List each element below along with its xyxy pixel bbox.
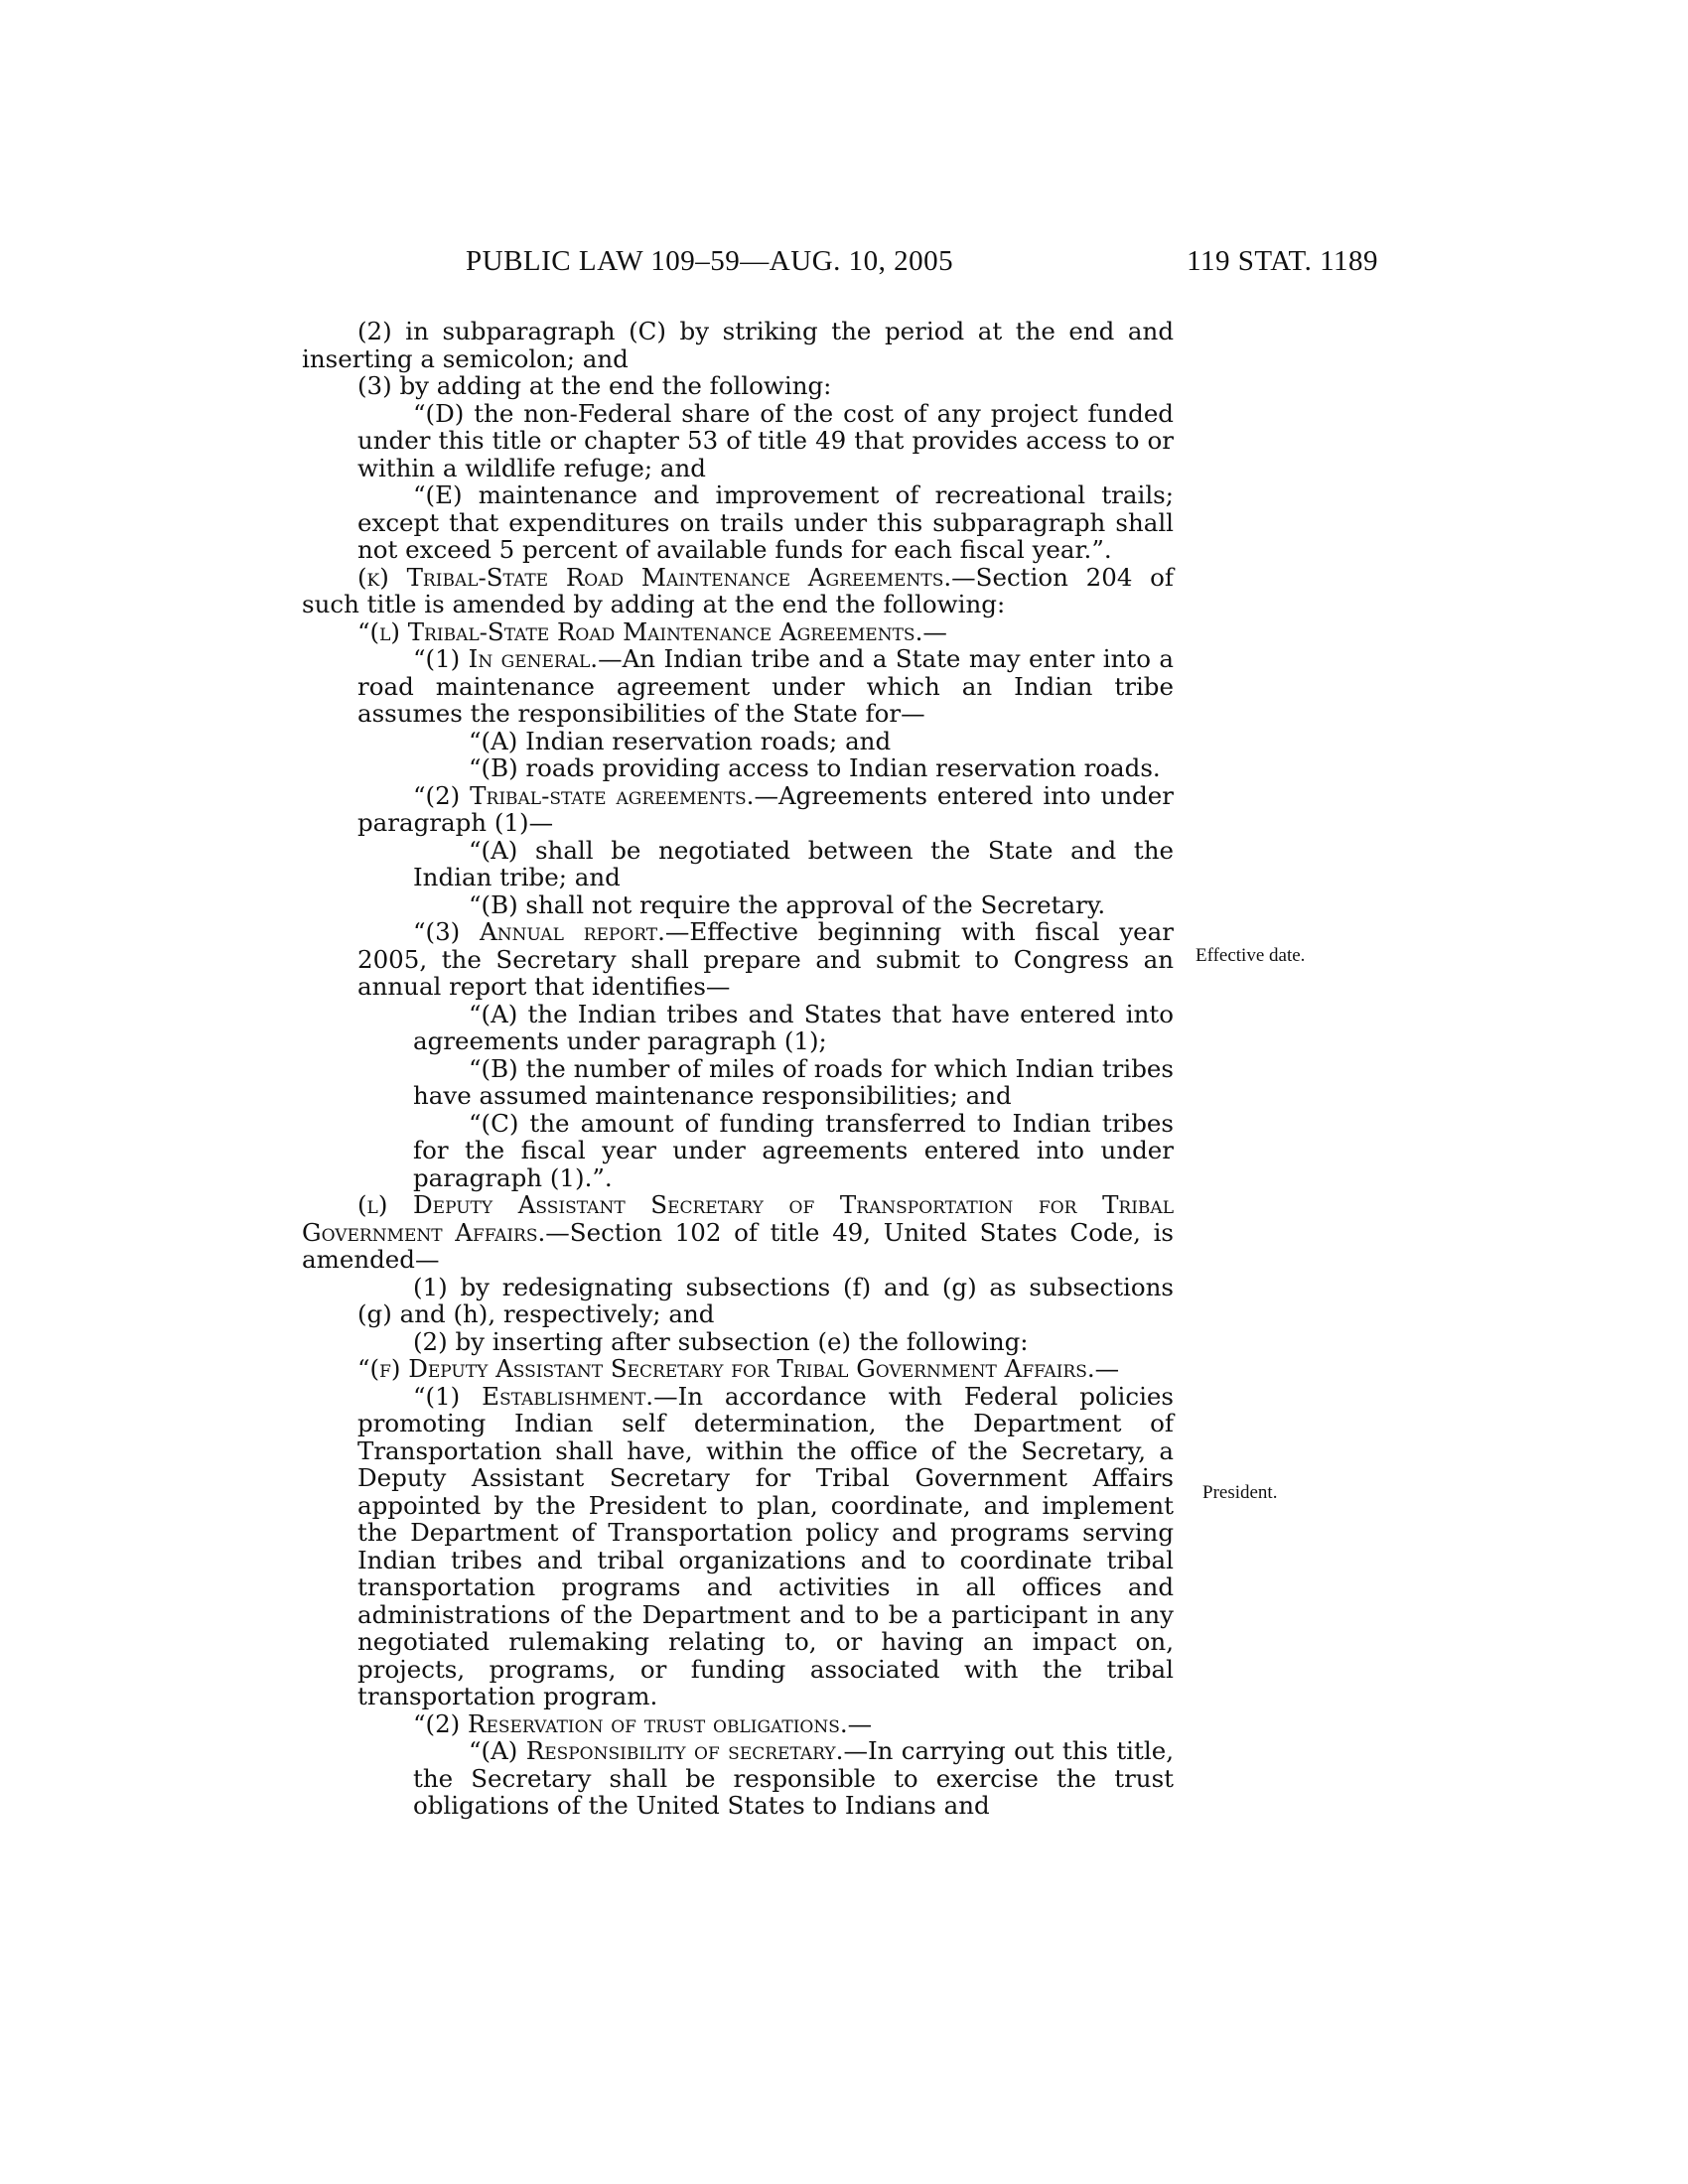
paragraph-heading: “(1) In general. — [413, 644, 599, 673]
subparagraph: “(B) the number of miles of roads for which Indian tribes have assumed maintenance responsibilities; and — [413, 1053, 1174, 1110]
subsection-heading: (l) Deputy Assistant Secretary of Transportation for Tribal Government Affairs. — [302, 1190, 1174, 1247]
paragraph-heading: “(1) Establishment. — [413, 1381, 654, 1411]
margin-note-president: President. — [1202, 1482, 1278, 1503]
subparagraph-responsibility — [302, 1737, 1174, 1820]
paragraph: (2) by inserting after subsection (e) the following: — [413, 1326, 1029, 1356]
paragraph: (1) by redesignating subsections (f) and (g) as subsections (g) and (h), respectively; and — [357, 1272, 1174, 1328]
subparagraph-text: —In carrying out this title, the Secretary shall be responsible to exercise the trust obligations of the United States to Indians and — [413, 1736, 1174, 1820]
subparagraph: “(A) Indian reservation roads; and — [469, 726, 892, 755]
subparagraph: “(A) the Indian tribes and States that have entered into agreements under paragraph (1); — [413, 999, 1174, 1055]
document-body — [302, 318, 1174, 1820]
paragraph-text: —Effective beginning with fiscal year 2005, the Secretary shall prepare and submit to Congress an annual report that identifies— — [357, 917, 1174, 1001]
paragraph-1 — [302, 645, 1174, 728]
subparagraph: “(C) the amount of funding transferred to Indian tribes for the fiscal year under agreements entered into under paragraph (1).”. — [413, 1108, 1174, 1192]
paragraph-heading: “(2) Tribal-state agreements. — [413, 780, 755, 810]
quoted-subsection-heading: “(l) Tribal-State Road Maintenance Agreements.— — [357, 616, 947, 646]
subsection-k — [302, 564, 1174, 618]
paragraph-establishment — [302, 1383, 1174, 1710]
paragraph: (3) by adding at the end the following: — [357, 371, 832, 400]
subparagraph: “(B) roads providing access to Indian reservation roads. — [469, 753, 1161, 782]
paragraph-text: —An Indian tribe and a State may enter into a road maintenance agreement under which an Indian tribe assumes the responsibilities of the State for— — [357, 644, 1174, 728]
subparagraph-heading: “(A) Responsibility of secretary. — [469, 1736, 844, 1765]
public-law-citation: PUBLIC LAW 109–59—AUG. 10, 2005 — [466, 245, 954, 277]
subparagraph: “(B) shall not require the approval of the Secretary. — [469, 889, 1106, 919]
subsection-l — [302, 1191, 1174, 1274]
subparagraph: “(A) shall be negotiated between the State and the Indian tribe; and — [413, 835, 1174, 891]
page-header — [0, 245, 1688, 285]
margin-note-effective-date: Effective date. — [1196, 945, 1306, 966]
paragraph-text: —In accordance with Federal policies promoting Indian self determination, the Department of Transportation shall have, within the office of the Secretary, a Deputy Assistant Secretary for Tribal Government Affairs appointed by the President to plan, coordinate, and implement the Department of Transportation policy and programs serving Indian tribes and tribal organizations and to coordinate tribal transportation programs and activities in all offices and administrations of the Department and to be a participant in any negotiated rulemaking relating to, or having an impact on, projects, programs, or funding associated with the tribal transportation program. — [357, 1381, 1174, 1710]
paragraph-heading: “(2) Reservation of trust obligations.— — [413, 1708, 873, 1738]
paragraph-text: —Agreements entered into under paragraph (1)— — [357, 780, 1175, 837]
statute-page-number: 119 STAT. 1189 — [1187, 245, 1378, 277]
subsection-text: —Section 204 of such title is amended by adding at the end the following: — [302, 562, 1175, 618]
paragraph: “(E) maintenance and improvement of recreational trails; except that expenditures on trails under this subparagraph shall not exceed 5 percent of available funds for each fiscal year.”. — [357, 480, 1174, 564]
subsection-text: —Section 102 of title 49, United States Code, is amended— — [302, 1217, 1174, 1274]
paragraph-2 — [302, 782, 1174, 837]
subsection-heading: (k) Tribal-State Road Maintenance Agreements. — [357, 562, 952, 592]
paragraph: “(D) the non-Federal share of the cost of any project funded under this title or chapter 53 of title 49 that provides access to or within a wildlife refuge; and — [357, 398, 1174, 482]
paragraph: (2) in subparagraph (C) by striking the period at the end and inserting a semicolon; and — [302, 317, 1174, 373]
quoted-subsection-heading: “(f) Deputy Assistant Secretary for Tribal Government Affairs.— — [357, 1354, 1120, 1383]
paragraph-3 — [302, 918, 1174, 1001]
paragraph-heading: “(3) Annual report. — [413, 917, 665, 946]
